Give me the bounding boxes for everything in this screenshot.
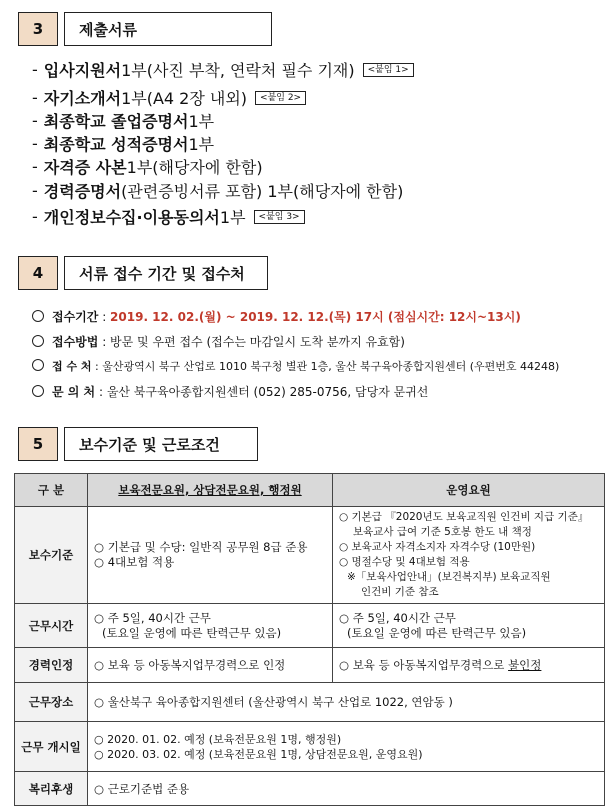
- place-value: ○ 울산북구 육아종합지원센터 (울산광역시 북구 산업로 1022, 연암동 ): [88, 683, 605, 722]
- list-item: - 경력증명서 (관련증빙서류 포함) 1부(해당자에 한함): [32, 181, 404, 201]
- attachment-tag: <붙임 1>: [363, 63, 414, 77]
- conditions-table: [14, 473, 605, 806]
- section-number: 4: [18, 256, 58, 290]
- header-specialist: 보육전문요원, 상담전문요원, 행정원: [88, 474, 333, 507]
- table-row: [15, 507, 605, 604]
- reception-place: 접 수 처 : 울산광역시 북구 산업로 1010 북구청 별관 1층, 울산 북구육아종합지원센터 (우편번호 44248): [32, 358, 559, 374]
- table-row: [15, 722, 605, 772]
- career-left: ○ 보육 등 아동복지업무경력으로 인정: [88, 648, 333, 683]
- table-row: [15, 604, 605, 648]
- section-5-header: [18, 427, 258, 461]
- row-label: 근무장소: [15, 683, 88, 722]
- list-item: - 최종학교 성적증명서 1부: [32, 134, 215, 154]
- list-item: - 자기소개서 1부(A4 2장 내외) <붙임 2>: [32, 86, 306, 109]
- pay-right: ○ 기본급 『2020년도 보육교직원 인건비 지급 기준』 보육교사 급여 기준 5호봉 한도 내 책정 ○ 보육교사 자격소지자 자격수당 (10만원) ○ 명절수당 및 4대보험 적용 ※「보육사업안내」(보건복지부) 보육교직원 인건비 기준 참조: [333, 507, 605, 604]
- table-row: [15, 648, 605, 683]
- section-3-header: [18, 12, 272, 46]
- pay-left: ○ 기본급 및 수당: 일반직 공무원 8급 준용 ○ 4대보험 적용: [88, 507, 333, 604]
- table-row: [15, 772, 605, 806]
- hours-left: ○ 주 5일, 40시간 근무 (토요일 운영에 따른 탄력근무 있음): [88, 604, 333, 648]
- contact-info: 문 의 처 : 울산 북구육아종합지원센터 (052) 285-0756, 담당자 문귀선: [32, 383, 428, 400]
- reception-period: 접수기간 : 2019. 12. 02.(월) ~ 2019. 12. 12.(목) 17시 (점심시간: 12시~13시): [32, 308, 521, 325]
- table-row: [15, 683, 605, 722]
- row-label: 복리후생: [15, 772, 88, 806]
- start-values: ○ 2020. 01. 02. 예정 (보육전문요원 1명, 행정원) ○ 2020. 03. 02. 예정 (보육전문요원 1명, 상담전문요원, 운영요원): [88, 722, 605, 772]
- section-title: 서류 접수 기간 및 접수처: [64, 256, 268, 290]
- header-category: 구 분: [15, 474, 88, 507]
- header-operator: 운영요원: [333, 474, 605, 507]
- welfare-value: ○ 근로기준법 준용: [88, 772, 605, 806]
- section-title: 제출서류: [64, 12, 272, 46]
- row-label: 근무시간: [15, 604, 88, 648]
- section-number: 5: [18, 427, 58, 461]
- row-label: 보수기준: [15, 507, 88, 604]
- hours-right: ○ 주 5일, 40시간 근무 (토요일 운영에 따른 탄력근무 있음): [333, 604, 605, 648]
- list-item: - 자격증 사본 1부(해당자에 한함): [32, 157, 263, 177]
- list-item: - 개인정보수집·이용동의서 1부 <붙임 3>: [32, 205, 305, 228]
- attachment-tag: <붙임 3>: [254, 210, 305, 224]
- row-label: 경력인정: [15, 648, 88, 683]
- reception-method: 접수방법 : 방문 및 우편 접수 (접수는 마감일시 도착 분까지 유효함): [32, 333, 405, 350]
- attachment-tag: <붙임 2>: [255, 91, 306, 105]
- list-item: - 입사지원서 1부(사진 부착, 연락처 필수 기재) <붙임 1>: [32, 58, 414, 81]
- list-item: - 최종학교 졸업증명서 1부: [32, 111, 215, 131]
- table-header-row: [15, 474, 605, 507]
- section-number: 3: [18, 12, 58, 46]
- section-4-header: [18, 256, 268, 290]
- section-title: 보수기준 및 근로조건: [64, 427, 258, 461]
- row-label: 근무 개시일: [15, 722, 88, 772]
- career-right: ○ 보육 등 아동복지업무경력으로 불인정: [333, 648, 605, 683]
